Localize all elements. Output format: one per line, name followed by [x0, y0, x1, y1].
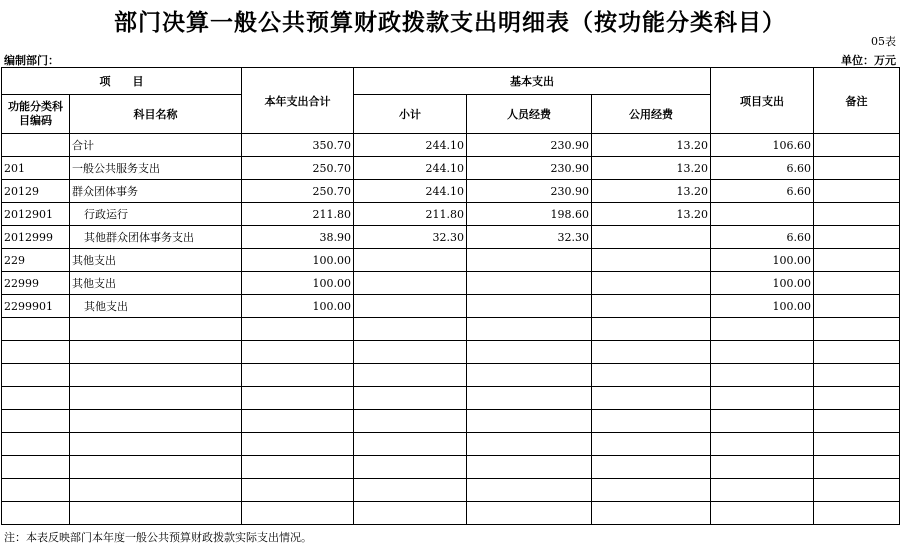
- cell-personnel: [467, 295, 592, 318]
- cell-personnel: [467, 318, 592, 341]
- cell-project: [711, 387, 814, 410]
- table-row: [2, 295, 900, 318]
- table-row: [2, 203, 900, 226]
- cell-project: 100.00: [711, 295, 814, 318]
- cell-code: [2, 410, 70, 433]
- header-item: 项 目: [2, 68, 242, 95]
- table-row: [2, 249, 900, 272]
- cell-personnel: 198.60: [467, 203, 592, 226]
- table-row: [2, 272, 900, 295]
- cell-public: [592, 456, 711, 479]
- cell-total: [242, 410, 354, 433]
- header-code: 功能分类科目编码: [2, 95, 70, 134]
- cell-name: [70, 479, 242, 502]
- cell-remark: [814, 502, 900, 525]
- cell-project: [711, 318, 814, 341]
- cell-public: 13.20: [592, 157, 711, 180]
- cell-remark: [814, 456, 900, 479]
- header-personnel: 人员经费: [467, 95, 592, 134]
- cell-project: [711, 456, 814, 479]
- cell-remark: [814, 203, 900, 226]
- cell-public: [592, 410, 711, 433]
- cell-name: 合计: [70, 134, 242, 157]
- cell-name: [70, 364, 242, 387]
- cell-total: 38.90: [242, 226, 354, 249]
- table-row: [2, 226, 900, 249]
- table-row: [2, 157, 900, 180]
- table-row: [2, 502, 900, 525]
- cell-total: 250.70: [242, 180, 354, 203]
- cell-personnel: [467, 433, 592, 456]
- cell-total: 100.00: [242, 272, 354, 295]
- cell-code: 2299901: [2, 295, 70, 318]
- cell-project: 100.00: [711, 272, 814, 295]
- cell-code: 20129: [2, 180, 70, 203]
- cell-code: 229: [2, 249, 70, 272]
- cell-total: [242, 479, 354, 502]
- cell-subtotal: 32.30: [354, 226, 467, 249]
- cell-public: [592, 479, 711, 502]
- cell-personnel: 230.90: [467, 134, 592, 157]
- cell-remark: [814, 433, 900, 456]
- cell-subtotal: [354, 272, 467, 295]
- header-public: 公用经费: [592, 95, 711, 134]
- header-name: 科目名称: [70, 95, 242, 134]
- cell-project: [711, 341, 814, 364]
- cell-public: 13.20: [592, 134, 711, 157]
- cell-code: [2, 502, 70, 525]
- cell-public: [592, 341, 711, 364]
- cell-total: [242, 502, 354, 525]
- cell-public: 13.20: [592, 180, 711, 203]
- cell-remark: [814, 387, 900, 410]
- cell-subtotal: [354, 387, 467, 410]
- cell-personnel: [467, 456, 592, 479]
- cell-personnel: [467, 479, 592, 502]
- cell-project: 106.60: [711, 134, 814, 157]
- cell-subtotal: 244.10: [354, 134, 467, 157]
- cell-total: 211.80: [242, 203, 354, 226]
- cell-public: [592, 318, 711, 341]
- cell-name: [70, 341, 242, 364]
- cell-code: 2012901: [2, 203, 70, 226]
- cell-name: [70, 387, 242, 410]
- cell-total: [242, 433, 354, 456]
- cell-subtotal: [354, 341, 467, 364]
- cell-name: 其他支出: [70, 249, 242, 272]
- cell-subtotal: [354, 249, 467, 272]
- cell-code: [2, 456, 70, 479]
- cell-public: 13.20: [592, 203, 711, 226]
- expenditure-table: [1, 67, 900, 525]
- cell-personnel: 230.90: [467, 157, 592, 180]
- cell-remark: [814, 157, 900, 180]
- cell-personnel: [467, 502, 592, 525]
- cell-project: [711, 479, 814, 502]
- table-row: [2, 180, 900, 203]
- cell-code: [2, 134, 70, 157]
- unit-label: 单位：万元: [841, 54, 896, 67]
- cell-remark: [814, 295, 900, 318]
- table-row: [2, 134, 900, 157]
- header-project: 项目支出: [711, 68, 814, 134]
- cell-personnel: [467, 272, 592, 295]
- cell-public: [592, 226, 711, 249]
- dept-label: 编制部门：: [4, 54, 59, 67]
- cell-public: [592, 272, 711, 295]
- cell-remark: [814, 226, 900, 249]
- cell-subtotal: [354, 410, 467, 433]
- cell-remark: [814, 341, 900, 364]
- cell-project: 6.60: [711, 180, 814, 203]
- cell-code: [2, 387, 70, 410]
- cell-name: 其他支出: [70, 295, 242, 318]
- cell-code: [2, 341, 70, 364]
- cell-personnel: [467, 364, 592, 387]
- cell-code: 2012999: [2, 226, 70, 249]
- table-row: [2, 387, 900, 410]
- cell-public: [592, 249, 711, 272]
- cell-code: [2, 364, 70, 387]
- cell-public: [592, 295, 711, 318]
- cell-personnel: [467, 341, 592, 364]
- cell-total: 250.70: [242, 157, 354, 180]
- header-subtotal: 小计: [354, 95, 467, 134]
- cell-project: 100.00: [711, 249, 814, 272]
- cell-remark: [814, 364, 900, 387]
- cell-code: 201: [2, 157, 70, 180]
- cell-project: [711, 502, 814, 525]
- footnote: 注：本表反映部门本年度一般公共预算财政拨款实际支出情况。: [4, 531, 312, 544]
- header-total: 本年支出合计: [242, 68, 354, 134]
- table-row: [2, 433, 900, 456]
- cell-personnel: 32.30: [467, 226, 592, 249]
- cell-project: [711, 203, 814, 226]
- cell-public: [592, 502, 711, 525]
- cell-subtotal: [354, 318, 467, 341]
- table-row: [2, 479, 900, 502]
- cell-public: [592, 387, 711, 410]
- cell-subtotal: [354, 433, 467, 456]
- cell-total: 100.00: [242, 249, 354, 272]
- table-row: [2, 364, 900, 387]
- cell-subtotal: 244.10: [354, 180, 467, 203]
- table-row: [2, 318, 900, 341]
- page-title: 部门决算一般公共预算财政拨款支出明细表（按功能分类科目）: [114, 10, 786, 36]
- cell-name: 其他群众团体事务支出: [70, 226, 242, 249]
- cell-name: 其他支出: [70, 272, 242, 295]
- cell-personnel: [467, 249, 592, 272]
- cell-total: [242, 341, 354, 364]
- cell-total: 100.00: [242, 295, 354, 318]
- cell-name: [70, 410, 242, 433]
- cell-subtotal: 244.10: [354, 157, 467, 180]
- cell-public: [592, 364, 711, 387]
- cell-remark: [814, 134, 900, 157]
- cell-subtotal: [354, 295, 467, 318]
- cell-subtotal: [354, 456, 467, 479]
- cell-project: [711, 433, 814, 456]
- cell-public: [592, 433, 711, 456]
- table-row: [2, 456, 900, 479]
- cell-subtotal: [354, 479, 467, 502]
- cell-project: 6.60: [711, 226, 814, 249]
- cell-total: [242, 456, 354, 479]
- header-remark: 备注: [814, 68, 900, 134]
- cell-remark: [814, 479, 900, 502]
- cell-total: 350.70: [242, 134, 354, 157]
- cell-personnel: [467, 387, 592, 410]
- table-row: [2, 341, 900, 364]
- cell-code: [2, 318, 70, 341]
- cell-remark: [814, 272, 900, 295]
- table-row: [2, 410, 900, 433]
- cell-total: [242, 387, 354, 410]
- header-basic: 基本支出: [354, 68, 711, 95]
- cell-project: [711, 364, 814, 387]
- cell-project: [711, 410, 814, 433]
- cell-code: [2, 433, 70, 456]
- form-number: 05表: [871, 35, 896, 48]
- cell-name: 一般公共服务支出: [70, 157, 242, 180]
- cell-name: [70, 318, 242, 341]
- cell-name: [70, 456, 242, 479]
- cell-remark: [814, 249, 900, 272]
- cell-name: 行政运行: [70, 203, 242, 226]
- cell-name: [70, 433, 242, 456]
- cell-project: 6.60: [711, 157, 814, 180]
- cell-remark: [814, 410, 900, 433]
- cell-total: [242, 318, 354, 341]
- cell-name: 群众团体事务: [70, 180, 242, 203]
- cell-subtotal: [354, 502, 467, 525]
- cell-name: [70, 502, 242, 525]
- cell-code: 22999: [2, 272, 70, 295]
- cell-remark: [814, 180, 900, 203]
- cell-personnel: 230.90: [467, 180, 592, 203]
- cell-code: [2, 479, 70, 502]
- cell-subtotal: [354, 364, 467, 387]
- cell-subtotal: 211.80: [354, 203, 467, 226]
- cell-remark: [814, 318, 900, 341]
- cell-total: [242, 364, 354, 387]
- cell-personnel: [467, 410, 592, 433]
